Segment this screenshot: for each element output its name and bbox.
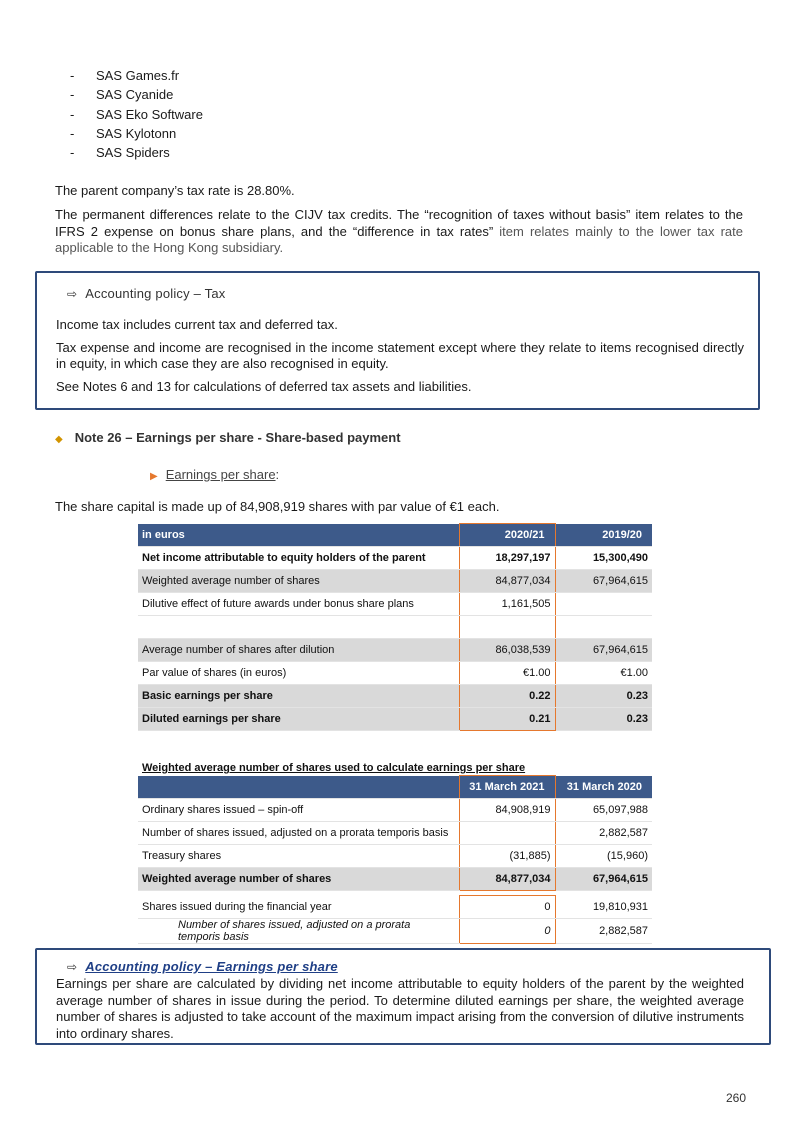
weighted-average-table	[138, 775, 652, 891]
table-header: in euros	[138, 524, 459, 547]
table-row: Ordinary shares issued – spin-off 84,908,919 65,097,988	[138, 799, 652, 822]
tax-policy-p1: Income tax includes current tax and deferred tax.	[56, 317, 338, 332]
table-row: Dilutive effect of future awards under bonus share plans 1,161,505	[138, 593, 652, 616]
table-row	[138, 616, 652, 639]
table-row: Weighted average number of shares 84,877,034 67,964,615	[138, 570, 652, 593]
arrow-right-icon: ⇨	[67, 960, 78, 974]
table-row: Average number of shares after dilution 86,038,539 67,964,615	[138, 639, 652, 662]
tax-policy-p3: See Notes 6 and 13 for calculations of deferred tax assets and liabilities.	[56, 378, 472, 394]
page-number: 260	[725, 1091, 746, 1105]
tax-policy-box	[35, 271, 760, 410]
tax-rate-text: The parent company’s tax rate is 28.80%.	[55, 183, 295, 198]
tax-policy-p2: Tax expense and income are recognised in the income statement except where they relate to items recognised directly in equity, in which case they are also recognised in equity.	[56, 339, 744, 371]
table-row: Number of shares issued, adjusted on a prorata temporis basis 0 2,882,587	[138, 919, 652, 944]
eps-table	[138, 523, 652, 731]
eps-policy-text: Earnings per share are calculated by dividing net income attributable to equity holders of the parent by the weighted average number of shares in issue during the period. To determine diluted earnings per share, the weighted average number of shares is adjusted to take account of the maximum impact arising from the conversion of dilutive instruments into ordinary shares.	[56, 976, 744, 1041]
table-row: Weighted average number of shares 84,877,034 67,964,615	[138, 868, 652, 891]
table-header: 31 March 2021	[459, 776, 555, 799]
table-row: Par value of shares (in euros) €1.00 €1.00	[138, 662, 652, 685]
table-header: 2020/21	[459, 524, 555, 547]
diamond-bullet-icon: ◆	[55, 434, 63, 445]
list-item: - SAS Spiders	[70, 145, 170, 161]
shares-issued-table	[138, 895, 652, 944]
table-header	[138, 776, 459, 799]
table-row: Treasury shares (31,885) (15,960)	[138, 845, 652, 868]
arrow-right-icon: ⇨	[67, 287, 78, 301]
table-row: Shares issued during the financial year 0 19,810,931	[138, 896, 652, 919]
weighted-average-table-title: Weighted average number of shares used to calculate earnings per share	[142, 762, 526, 774]
eps-policy-title: ⇨ Accounting policy – Earnings per share	[67, 959, 338, 974]
share-capital-text: The share capital is made up of 84,908,919 shares with par value of €1 each.	[55, 499, 500, 514]
list-item: - SAS Games.fr	[70, 68, 180, 83]
note-26-heading: ◆ Note 26 – Earnings per share - Share-based payment	[55, 430, 401, 445]
list-item: - SAS Kylotonn	[70, 125, 177, 141]
eps-policy-box	[35, 948, 771, 1045]
triangle-bullet-icon: ▶	[150, 471, 158, 482]
list-item: - SAS Eko Software	[70, 106, 203, 122]
eps-subheading: ▶ Earnings per share:	[150, 467, 280, 482]
table-row: Net income attributable to equity holders of the parent 18,297,197 15,300,490	[138, 547, 652, 570]
permanent-differences-text: The permanent differences relate to the CIJV tax credits. The “recognition of taxes without basis” item relates to the IFRS 2 expense on bonus share plans, and the “difference in tax rates” item relates mainly to the lower tax rate applicable to the Hong Kong subsidiary.	[55, 207, 744, 255]
subsidiary-list	[70, 66, 203, 162]
table-row: Diluted earnings per share 0.21 0.23	[138, 708, 652, 731]
table-row: Basic earnings per share 0.22 0.23	[138, 685, 652, 708]
table-row: Number of shares issued, adjusted on a prorata temporis basis 2,882,587	[138, 822, 652, 845]
table-header: 31 March 2020	[555, 776, 652, 799]
list-item: - SAS Cyanide	[70, 87, 174, 103]
tax-policy-title: ⇨ Accounting policy – Tax	[67, 286, 226, 301]
table-header: 2019/20	[555, 524, 652, 547]
